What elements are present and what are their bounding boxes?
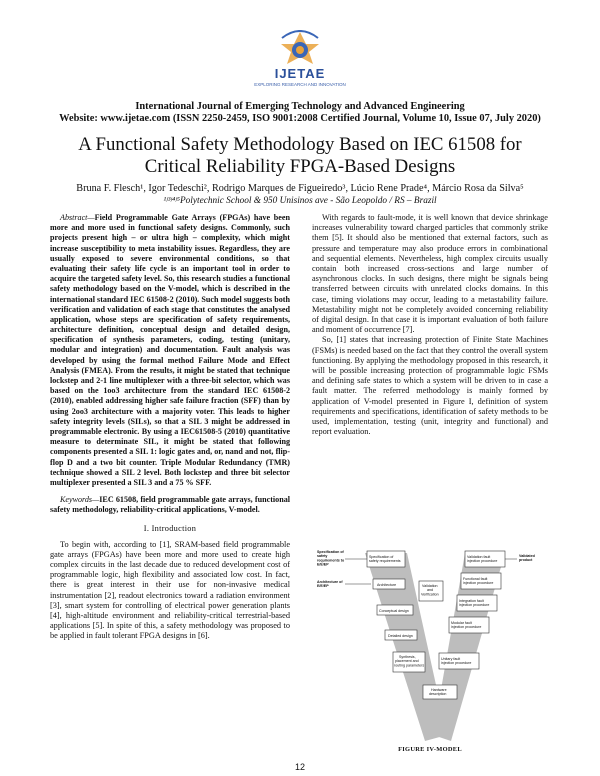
box-detailed-label: Detailed design [388, 634, 413, 638]
title-line-1: A Functional Safety Methodology Based on IEC 61508 for [78, 134, 522, 155]
left-column [50, 213, 290, 642]
page-number: 12 [294, 762, 305, 772]
intro-paragraph-1: To begin with, according to [1], SRAM-based field programmable gate arrays (FPGAs) have been more and more used to create high complex circuits in the last decade due to reduced development cost of programmable logic, high flexibility and associated low cost. In fact, there is great interest in their use for non-invasive medical instrumentation [2], readout electronics toward a radiation environment [3], smart system for controlling of electrical power generation plants [4], high-altitude environment and reliability-critical terrestrial-based applications [5]. In spite of this, a safety methodology was proposed to be applied in fault tolerant FPGA designs in [6]. [50, 539, 290, 641]
logo-emblem-icon [281, 31, 319, 64]
svg-text:Functional faultinjection proc: Functional fault injection procedure [463, 577, 494, 586]
journal-header [0, 101, 600, 125]
label-validated-product: Validated product [519, 554, 535, 563]
svg-text:Modular faultinjection procedu: Modular fault injection procedure [451, 621, 482, 630]
svg-text:ValidationandVerification: Validation and Verification [421, 584, 439, 597]
box-architecture-label: Architecture [377, 583, 397, 587]
title-line-2: Critical Reliability FPGA-Based Designs [144, 156, 456, 177]
journal-info: Website: www.ijetae.com (ISSN 2250-2459, ISO 9001:2008 Certified Journal, Volume 10, Issue 07, July 2020) [59, 113, 541, 124]
box-conceptual-label: Conceptual design [379, 609, 409, 613]
affiliation: ¹ʲ³ʲ⁴ʲ⁵Polytechnic School & 950 Unisinos ave - São Leopoldo / RS – Brazil [163, 196, 437, 206]
label-spec-req-left: Specification of safety requirements to E/E/EP [317, 550, 345, 567]
journal-name: International Journal of Emerging Technology and Advanced Engineering [135, 101, 465, 112]
v-model-figure [315, 545, 549, 753]
section-heading-introduction: I. Introduction [143, 524, 197, 534]
keywords-lead: Keywords— [60, 495, 100, 505]
figure-caption: FIGURE IV-MODEL [398, 746, 462, 753]
keywords-text: IEC 61508, field programmable gate arrays, functional safety methodology, reliability-critical applications, V-model. [50, 495, 290, 515]
journal-logo [252, 30, 348, 92]
svg-text:Specification ofsafety require: Specification of safety requirements [369, 555, 401, 564]
keywords [50, 495, 290, 515]
svg-text:Validation faultinjection proc: Validation fault injection procedure [467, 555, 498, 564]
left-labels [317, 550, 371, 588]
paper-title [0, 134, 600, 178]
right-paragraph-2: So, [1] states that increasing protection of Finite State Machines (FSMs) is needed based on the fact that they control the overall system functioning. By applying the methodology proposed in this research, it will be possible increasing protection of programmable logic FSMs and defining safe states to which a system will be driven to in case a fault matter. The referred methodology is mainly formed by application of V-model presented in Figure I, definition of system requirements and specifications, identification of safety methods to be used, implementation, testing (unit, integrity and functional) and report evaluation. [312, 335, 548, 437]
label-arch-left: Architecture of E/E/EP [317, 580, 343, 589]
svg-text:Hardwaredescription: Hardware description [429, 688, 447, 697]
right-paragraph-1: With regards to fault-mode, it is well known that device shrinkage increases vulnerability toward charged particles that commonly strike them [5]. It should also be mentioned that external factors, such as pressure and temperature may also produce errors in combinational and sequential elements. Nevertheless, high complex circuits usually contain both increased cross-sections and large number of asynchronous clocks. In such designs, there might be signals being transferred between circuits with unrelated clocks domains. In this case, timing violations may occur, leading to a metastability failure. Metastability might not be completely avoided concerning reliability of digital design. In that case it is important evaluation of both failure and moment of occurrence [7]. [312, 213, 548, 335]
abstract-text: Field Programmable Gate Arrays (FPGAs) have been more and more used in functional safety designs. Commonly, such projects present high – or ultra high – complexity, which might increase susceptibility to meta instability issues. Regardless, they are usually exposed to severe environmental conditions, so that evaluating their safety life cycle is an important tool in order to acquire the targeted safety level. So, this research studies a functional safety methodology based on the V-model, which is described in the international standard IEC 61508-2 (2010). Such model suggests both verification and validation of each stage that constitutes the analysed application, whose steps are specification of safety requirements, architecture definition, conceptual design and detailed design, specification of synthesis parameters, coding, testing (unitary, modular and integration) and documentation. Fault analysis was developed by using the formal method Failure Mode and Effect Analysis (FMEA). From the results, it might be stated that technique lockstep and 2-1 line multiplexer with a three-bit selector, which was based on the 1oo3 architecture from the standard IEC 61508-2 (2010), enabled addressing higher safe failure fraction (SFF) than by using 2oo3 architecture with a majority voter. This leads to higher safety integrity levels (SILs), so that a SIL 3 might be addressed in programmable electronic. By using a IEC61508-5 (2010) quantitative measure to determinate SIL, it might be stated that following components presented a SIL 1: logic gates and, or, nand and not, flip-flop D and a two bit counter. Triple Modular Redundancy (TMR) technique showed a SIL 2 level. Both lockstep and three bit selector multiplexer presented a SIL 3 and a 75 % SFF. [50, 213, 290, 487]
logo-text: IJETAE [274, 66, 326, 81]
svg-text:Integration faultinjection pro: Integration fault injection procedure [459, 599, 490, 608]
svg-text:Synthesis,placement androuting: Synthesis, placement and routing parameters [394, 655, 425, 668]
abstract-lead: Abstract— [60, 213, 95, 222]
abstract [50, 213, 290, 488]
right-column [312, 213, 548, 437]
svg-text:Unitary faultinjection procedu: Unitary fault injection procedure [441, 657, 472, 666]
author-list: Bruna F. Flesch¹, Igor Tedeschi², Rodrigo Marques de Figueiredo³, Lúcio Rene Prade⁴, Márcio Rosa da Silva⁵ [76, 183, 524, 194]
logo-subtitle: EXPLORING RESEARCH AND INNOVATION [254, 82, 346, 87]
